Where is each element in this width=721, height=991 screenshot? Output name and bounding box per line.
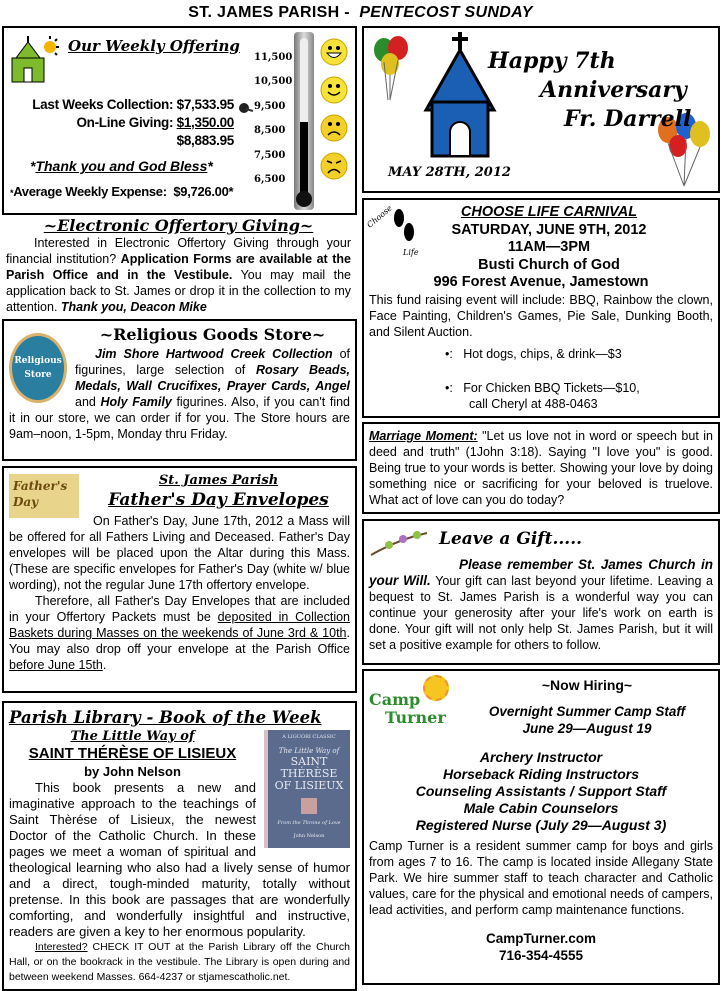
text-segment: of figurines, large selection of	[75, 347, 350, 377]
book-title-line2: SAINT THÉRÈSE OF LISIEUX	[28, 745, 237, 762]
thermometer-scale	[254, 46, 292, 192]
scale-label: 10,500	[254, 76, 293, 88]
camp-phone: 716-354-4555	[498, 948, 584, 963]
text-segment: .	[102, 658, 107, 672]
job-item: Horseback Riding Instructors	[442, 766, 640, 782]
carnival-bullets	[369, 346, 713, 412]
text-segment: before June 15th	[9, 658, 103, 672]
online-giving-value: $1,350.00	[176, 115, 234, 130]
now-hiring-box	[362, 669, 720, 985]
text-segment: Application Forms are available at the Parish Office and in the Vestibule.	[6, 252, 351, 282]
left-column	[2, 26, 357, 991]
camp-contact	[369, 930, 713, 964]
text-segment: Rosary Beads, Medals, Wall Crucifixes, Prayer Cards, Angel	[75, 363, 350, 393]
online-giving-label: On-Line Giving:	[76, 115, 174, 130]
scale-label: 8,500	[254, 125, 286, 137]
camp-website[interactable]: CampTurner.com	[485, 931, 597, 946]
smiley-faces	[320, 38, 348, 180]
church-sun-icon	[8, 34, 60, 86]
thermometer-fill	[300, 122, 308, 194]
smile-face-icon	[320, 76, 348, 104]
anniversary-line3: Fr. Darrell	[564, 106, 692, 132]
text-segment: deposited in Collection Baskets during Masses on the weekends of June 3rd & 10th	[9, 610, 351, 640]
electronic-giving-text	[6, 235, 351, 315]
hiring-sub1: Overnight Summer Camp Staff	[488, 704, 686, 719]
text-segment: Interested in Electronic Offertory Giving through your financial institution?	[6, 236, 351, 266]
expense-value: $9,726.00	[173, 184, 229, 199]
cover-text: John Nelson	[293, 833, 325, 839]
bullet-text: call Cheryl at 488-0463	[469, 396, 598, 411]
marriage-label: Marriage Moment:	[369, 429, 478, 443]
pointer-arrow-icon	[238, 102, 254, 118]
interested-link: Interested?	[35, 941, 88, 953]
job-item: Counseling Assistants / Support Staff	[415, 783, 667, 799]
scale-label: 9,500	[254, 100, 286, 112]
marriage-moment-text	[369, 428, 713, 508]
text-segment: Therefore, all Father's Day Envelopes that are included in your Offertory Packets must be	[9, 594, 350, 624]
library-title: Parish Library - Book of the Week	[9, 708, 322, 727]
religious-goods-title: ~Religious Goods Store~	[99, 325, 326, 344]
leave-gift-text	[369, 557, 713, 653]
text-segment: and	[75, 395, 101, 409]
carnival-description: This fund raising event will include: BBQ, Rainbow the clown, Face Painting, Children's Games, Pie Sale, Dunking Booth, and Silent Auction.	[369, 292, 713, 339]
carnival-time: 11AM—3PM	[507, 239, 591, 255]
carnival-date: SATURDAY, JUNE 9TH, 2012	[451, 221, 647, 238]
paragraph: On Father's Day, June 17th, 2012 a Mass will be offered for all Fathers Living and Deceased. Father's Day envelopes will be placed upon the Altar during this Mass. (These are specific envelopes for Father's Day (white w/ blue wording), not the regular June 17th offertory envelope.	[9, 514, 350, 592]
balloons-icon	[370, 34, 414, 104]
electronic-giving-section	[2, 215, 357, 317]
parish-name: ST. JAMES PARISH	[188, 4, 340, 21]
marriage-moment-box	[362, 422, 720, 514]
camp-description: Camp Turner is a resident summer camp for boys and girls from ages 7 to 16. The camp is located inside Allegany State Park. We hire summer staff to teach character and Catholic values, care for the physical and emotional needs of campers, lead activities, and perform camp maintenance functions.	[369, 839, 713, 917]
camp-turner-logo	[369, 675, 461, 737]
very-sad-face-icon	[320, 152, 348, 180]
thanks-line: *Thank you and God Bless*	[30, 158, 213, 174]
cover-text: THÉRÈSE	[280, 767, 338, 780]
scale-label: 7,500	[254, 149, 286, 161]
library-info: CHECK IT OUT at the Parish Library off the Church Hall, or on the bookrack in the vestibule. The Library is open during and between weekend Masses. 664-4237 or stjamescatholic.net.	[9, 941, 350, 983]
gift-highlight: Please remember St. James Church in your Will.	[369, 557, 713, 588]
footprints-icon	[391, 206, 417, 246]
carnival-address: 996 Forest Avenue, Jamestown	[433, 274, 649, 290]
occasion: PENTECOST SUNDAY	[359, 4, 533, 21]
leave-gift-box	[362, 519, 720, 665]
book-description: This book presents a new and imaginative approach to the teachings of Saint Thèrése of Lisieux, the newest Doctor of the Catholic Church. In these pages we meet a woman of spiritual and theological learning who also had a lively sense of humor and a direct, tough-minded maturity, totally without pretense. In this book are passages that are wonderfully comforting, and wonderfully insightful and instructive, readers are given a key to her enormous popularity.	[9, 780, 350, 939]
cover-text: SAINT	[290, 755, 328, 768]
cover-text: From the Throne of Love	[277, 820, 341, 826]
cover-text: The Little Way of	[278, 747, 340, 755]
last-collection-value: $7,533.95	[176, 97, 234, 112]
big-grin-face-icon	[320, 38, 348, 66]
book-author: by John Nelson	[84, 764, 181, 779]
logo-text: Turner	[385, 708, 446, 727]
text-segment: Jim Shore Hartwood Creek Collection	[95, 347, 333, 361]
branch-icon	[369, 527, 429, 557]
collection-summary	[8, 96, 234, 150]
book-title-line1: The Little Way of	[70, 729, 195, 744]
electronic-giving-title: ~Electronic Offertory Giving~	[43, 216, 314, 235]
hiring-dates: June 29—August 19	[522, 721, 652, 736]
title-separator: -	[339, 4, 355, 21]
scale-label: 11,500	[254, 52, 293, 63]
thermometer	[294, 32, 314, 210]
carnival-title: CHOOSE LIFE CARNIVAL	[460, 204, 638, 220]
bullet-icon: •:	[445, 346, 464, 361]
text-segment: . You may also drop off your envelope at the Parish Office	[9, 626, 350, 656]
scale-label: 6,500	[254, 174, 286, 186]
fathers-day-logo: Father's Day	[9, 474, 79, 518]
carnival-box	[362, 198, 720, 418]
weekly-offering-title: Our Weekly Offering	[68, 37, 240, 55]
bullet-text: For Chicken BBQ Tickets—$10,	[463, 380, 640, 395]
cover-text: OF LISIEUX	[274, 779, 344, 792]
cover-text: A LIGUORI CLASSIC	[282, 734, 336, 740]
gift-body: Your gift can last beyond your lifetime. Leaving a bequest to St. James Parish is a wonderful way you can continue your generosity after your life's work on earth is done. Your gift will not only help St. James Parish, but it will set a positive example for others to follow.	[369, 574, 714, 652]
book-cover	[264, 730, 350, 848]
sun-icon	[423, 675, 449, 701]
right-column	[362, 26, 720, 985]
anniversary-line1: Happy 7th	[488, 48, 616, 74]
job-item: Archery Instructor	[479, 749, 603, 765]
fathers-day-subtitle: St. James Parish	[158, 473, 279, 488]
logo-text: Camp	[369, 690, 421, 709]
job-list	[369, 737, 713, 834]
religious-store-logo	[9, 333, 67, 403]
last-collection-label: Last Weeks Collection:	[32, 97, 174, 112]
library-box	[2, 701, 357, 991]
fathers-day-box	[2, 466, 357, 693]
signature: Thank you, Deacon Mike	[60, 300, 207, 314]
anniversary-date: MAY 28TH, 2012	[388, 165, 511, 180]
weekly-offering-box	[2, 26, 357, 215]
hiring-title: ~Now Hiring~	[541, 677, 633, 693]
text-segment: You may mail the application back to St. James or drop it in the collection to my attention.	[6, 268, 351, 314]
church-icon	[418, 32, 498, 158]
total-value: $8,883.95	[176, 133, 234, 148]
text-segment: figurines. Also, if you can't find it in our store, we can order if for you. The Store hours are 9am–noon, 1-5pm, Monday thru Friday.	[9, 395, 350, 441]
religious-goods-box	[2, 319, 357, 461]
text-segment: Holy Family	[100, 395, 172, 409]
logo-text: Store	[24, 370, 52, 380]
fathers-day-text	[9, 513, 350, 673]
job-item: Registered Nurse (July 29—August 3)	[415, 817, 667, 833]
logo-text: Choose	[365, 203, 394, 230]
carnival-place: Busti Church of God	[478, 256, 620, 273]
choose-life-logo	[365, 203, 421, 262]
thanks-text: Thank you and God Bless	[35, 158, 208, 174]
bullet-icon: •:	[445, 380, 464, 395]
marriage-quote: "Let us love not in word or speech but in deed and truth" (1John 3:18). Saying "I love you" is good. Being true to your words is better. Showing your love by doing something nice or sacrificing for your beloved is truelove. What act of love can you do today?	[369, 429, 714, 507]
logo-text: Religious	[14, 356, 62, 366]
fathers-day-title: Father's Day Envelopes	[108, 490, 329, 510]
anniversary-line2: Anniversary	[540, 77, 687, 103]
bullet-text: Hot dogs, chips, & drink—$3	[463, 346, 622, 361]
page-title	[0, 4, 721, 22]
anniversary-box	[362, 26, 720, 193]
average-expense: *Average Weekly Expense: $9,726.00*	[10, 184, 234, 199]
logo-text: Life	[403, 248, 419, 257]
job-item: Male Cabin Counselors	[463, 800, 619, 816]
expense-label: Average Weekly Expense:	[13, 184, 167, 199]
sad-face-icon	[320, 114, 348, 142]
leave-gift-title: Leave a Gift.....	[439, 529, 583, 549]
